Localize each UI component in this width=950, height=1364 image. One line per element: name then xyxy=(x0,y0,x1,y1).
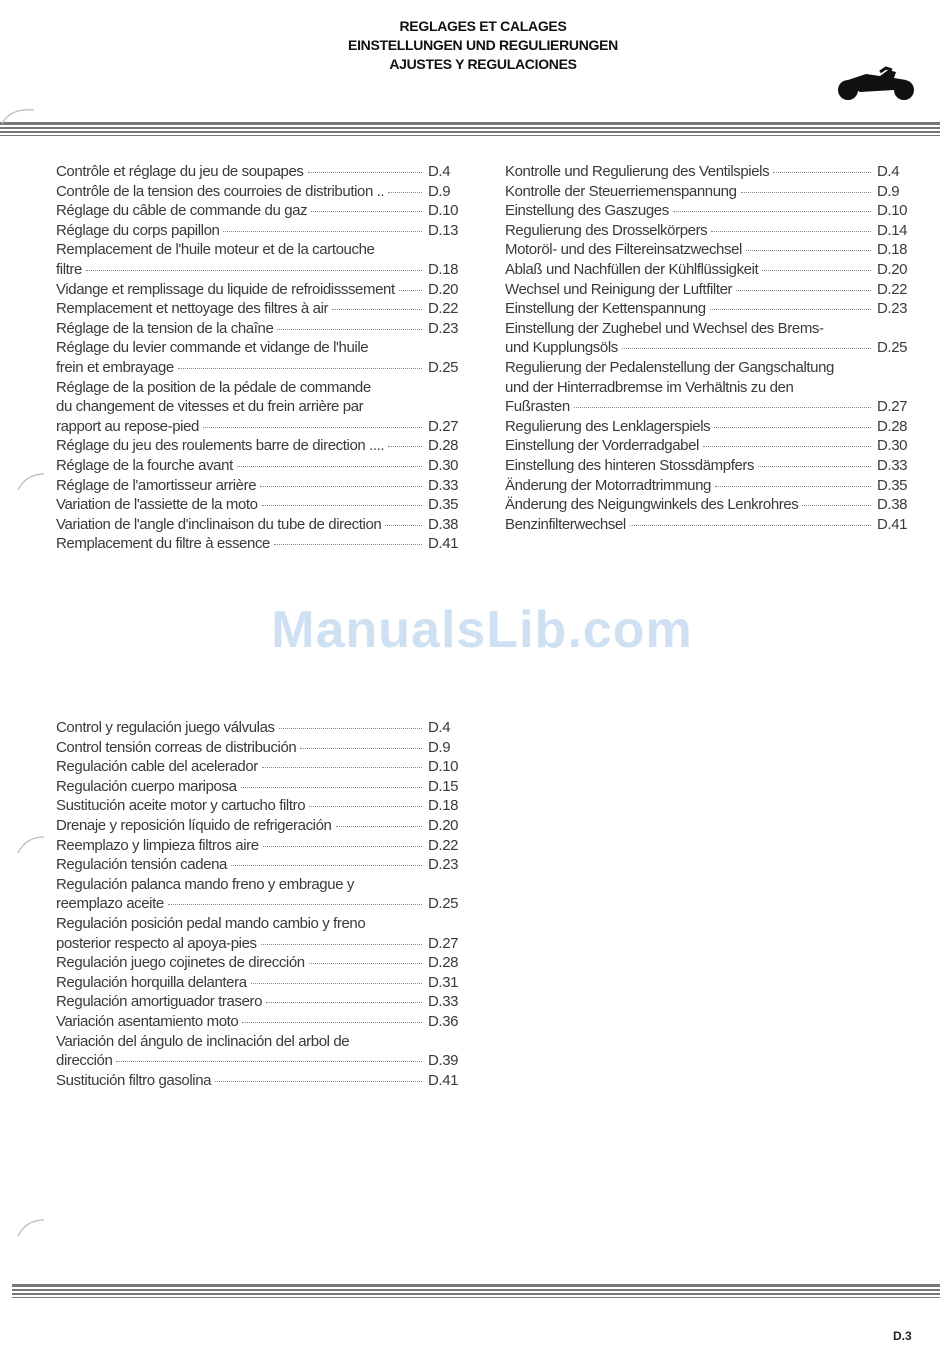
toc-entry xyxy=(56,338,466,377)
toc-entry-text: Reemplazo y limpieza filtros aire xyxy=(56,836,259,854)
toc-entry xyxy=(56,777,466,797)
toc-entry-text: Remplacement du filtre à essence xyxy=(56,535,270,553)
toc-entry-text: frein et embrayage xyxy=(56,358,174,376)
dot-leader xyxy=(168,904,422,905)
toc-entry xyxy=(56,1012,466,1032)
toc-entry-row xyxy=(56,476,466,496)
dot-leader xyxy=(260,486,422,487)
dot-leader xyxy=(336,826,423,827)
toc-page-ref: D.33 xyxy=(877,456,908,474)
toc-entry-text: und der Hinterradbremse im Verhältnis zu den xyxy=(505,378,794,396)
toc-page-ref: D.27 xyxy=(877,398,908,416)
toc-page-ref: D.9 xyxy=(877,182,900,200)
toc-entry xyxy=(505,515,915,535)
toc-entry-row xyxy=(56,162,466,182)
toc-page-ref: D.39 xyxy=(428,1052,459,1070)
toc-entry-row xyxy=(56,182,466,202)
toc-entry xyxy=(56,162,466,182)
toc-page-ref: D.38 xyxy=(877,496,908,514)
toc-entry xyxy=(56,738,466,758)
toc-page-ref: D.23 xyxy=(428,856,459,874)
dot-leader xyxy=(762,270,871,271)
dot-leader xyxy=(703,446,871,447)
toc-entry-text: Wechsel und Reinigung der Luftfilter xyxy=(505,280,733,298)
toc-entry-text: Réglage du jeu des roulements barre de direction .... xyxy=(56,437,385,455)
toc-entry-text: Réglage du levier commande et vidange de l'huile xyxy=(56,339,369,357)
toc-entry-row xyxy=(56,855,466,875)
toc-entry-row xyxy=(505,182,915,202)
toc-page-ref: D.22 xyxy=(428,300,459,318)
toc-entry-text: Regulación amortiguador trasero xyxy=(56,993,263,1011)
dot-leader xyxy=(309,806,422,807)
toc-entry-text: Einstellung der Kettenspannung xyxy=(505,300,706,318)
toc-entry xyxy=(56,476,466,496)
toc-entry-row xyxy=(56,1012,466,1032)
dot-leader xyxy=(237,466,422,467)
dot-leader xyxy=(274,544,422,545)
toc-entry-text: Kontrolle und Regulierung des Ventilspiels xyxy=(505,163,770,180)
toc-page-ref: D.28 xyxy=(428,437,459,455)
dot-leader xyxy=(773,172,871,173)
toc-entry xyxy=(56,280,466,300)
toc-entry-text: du changement de vitesses et du frein arrière par xyxy=(56,398,364,416)
toc-entry xyxy=(56,836,466,856)
toc-entry-row xyxy=(56,816,466,836)
toc-german xyxy=(505,162,915,534)
dot-leader xyxy=(388,446,422,447)
toc-page-ref: D.41 xyxy=(877,515,908,533)
dot-leader xyxy=(215,1081,422,1082)
toc-entry-text: Remplacement de l'huile moteur et de la cartouche xyxy=(56,241,375,259)
toc-entry xyxy=(56,1071,466,1091)
toc-entry-row xyxy=(505,280,915,300)
dot-leader xyxy=(758,466,871,467)
toc-page-ref: D.15 xyxy=(428,777,459,795)
toc-entry-row xyxy=(505,338,915,358)
dot-leader xyxy=(279,728,422,729)
header-title-fr: REGLAGES ET CALAGES xyxy=(399,18,567,34)
dot-leader xyxy=(746,250,871,251)
dot-leader xyxy=(736,290,871,291)
dot-leader xyxy=(231,865,422,866)
toc-entry-row xyxy=(505,260,915,280)
toc-entry-row xyxy=(56,992,466,1012)
toc-page-ref: D.28 xyxy=(428,954,459,972)
toc-entry-text: Variation de l'angle d'inclinaison du tube de direction xyxy=(56,515,382,533)
toc-entry-row xyxy=(56,515,466,535)
toc-entry-row xyxy=(56,201,466,221)
toc-page-ref: D.35 xyxy=(877,476,908,494)
header-title-de: EINSTELLUNGEN UND REGULIERUNGEN xyxy=(348,37,618,53)
toc-entry-row xyxy=(505,397,915,417)
toc-entry-text: Control tensión correas de distribución xyxy=(56,738,297,756)
toc-entry-text: Motoröl- und des Filtereinsatzwechsel xyxy=(505,241,742,259)
toc-entry xyxy=(56,201,466,221)
toc-entry-text: Regulación tensión cadena xyxy=(56,856,227,874)
dot-leader xyxy=(242,1022,422,1023)
toc-entry-row xyxy=(56,456,466,476)
toc-entry-text: Benzinfilterwechsel xyxy=(505,515,626,533)
toc-page-ref: D.20 xyxy=(877,260,908,278)
toc-page-ref: D.20 xyxy=(428,816,459,834)
toc-entry-row xyxy=(56,280,466,300)
toc-entry xyxy=(56,378,466,437)
dot-leader xyxy=(385,525,422,526)
top-rule xyxy=(0,122,940,140)
toc-entry xyxy=(56,534,466,554)
toc-entry-text: filtre xyxy=(56,260,82,278)
toc-entry xyxy=(505,417,915,437)
toc-page-ref: D.22 xyxy=(428,836,459,854)
toc-entry-text: Variation de l'assiette de la moto xyxy=(56,496,258,514)
toc-entry xyxy=(505,240,915,260)
toc-page-ref: D.10 xyxy=(428,202,459,220)
toc-page-ref: D.30 xyxy=(428,456,459,474)
toc-entry-row xyxy=(56,718,466,738)
toc-entry-row xyxy=(56,953,466,973)
toc-entry-text: Regulación horquilla delantera xyxy=(56,973,247,991)
toc-entry xyxy=(56,992,466,1012)
toc-entry xyxy=(56,953,466,973)
toc-entry xyxy=(505,182,915,202)
toc-entry xyxy=(56,1032,466,1071)
toc-page-ref: D.14 xyxy=(877,221,908,239)
page-number: D.3 xyxy=(893,1329,912,1343)
dot-leader xyxy=(710,309,871,310)
toc-entry-text: Regulación posición pedal mando cambio y freno xyxy=(56,914,366,932)
dot-leader xyxy=(309,963,422,964)
toc-entry-text: Ablaß und Nachfüllen der Kühlflüssigkeit xyxy=(505,260,759,278)
toc-entry-row xyxy=(56,260,466,280)
punch-hole-icon xyxy=(16,1218,54,1238)
toc-page-ref: D.33 xyxy=(428,993,459,1011)
toc-entry xyxy=(56,816,466,836)
dot-leader xyxy=(388,192,422,193)
toc-entry xyxy=(56,299,466,319)
dot-leader xyxy=(263,846,422,847)
toc-entry-row xyxy=(56,796,466,816)
toc-page-ref: D.25 xyxy=(428,358,459,376)
punch-hole-icon xyxy=(16,472,54,492)
toc-entry-row xyxy=(505,162,915,182)
toc-entry-row xyxy=(56,738,466,758)
toc-entry-text: Contrôle et réglage du jeu de soupapes xyxy=(56,163,304,180)
toc-entry-text: Sustitución filtro gasolina xyxy=(56,1071,212,1089)
punch-hole-icon xyxy=(16,835,54,855)
toc-entry-row xyxy=(56,221,466,241)
toc-entry-text: Einstellung des hinteren Stossdämpfers xyxy=(505,456,755,474)
toc-entry-text: Réglage du câble de commande du gaz xyxy=(56,202,308,220)
toc-entry-text: Einstellung der Vorderradgabel xyxy=(505,437,699,455)
toc-page-ref: D.35 xyxy=(428,496,459,514)
punch-hole-icon xyxy=(0,106,38,126)
toc-entry-row xyxy=(56,1051,466,1071)
toc-entry-row xyxy=(56,417,466,437)
toc-entry-row xyxy=(56,757,466,777)
toc-entry xyxy=(56,456,466,476)
toc-entry xyxy=(56,436,466,456)
toc-entry-text: dirección xyxy=(56,1052,113,1070)
toc-page-ref: D.41 xyxy=(428,535,459,553)
toc-entry xyxy=(505,319,915,358)
toc-entry-row xyxy=(505,221,915,241)
toc-entry-text: Variación del ángulo de inclinación del arbol de xyxy=(56,1032,350,1050)
toc-entry xyxy=(56,515,466,535)
toc-page-ref: D.31 xyxy=(428,973,459,991)
toc-entry xyxy=(56,221,466,241)
toc-spanish xyxy=(56,718,466,1090)
toc-page-ref: D.25 xyxy=(428,895,459,913)
toc-entry-text: Réglage de la fourche avant xyxy=(56,456,233,474)
toc-page-ref: D.18 xyxy=(428,797,459,815)
dot-leader xyxy=(241,787,422,788)
toc-page-ref: D.13 xyxy=(428,221,459,239)
dot-leader xyxy=(266,1002,422,1003)
toc-entry xyxy=(56,914,466,953)
toc-entry-row xyxy=(505,476,915,496)
dot-leader xyxy=(311,211,422,212)
toc-entry xyxy=(505,162,915,182)
toc-page-ref: D.23 xyxy=(428,319,459,337)
toc-entry-row xyxy=(56,777,466,797)
toc-entry xyxy=(56,973,466,993)
toc-entry-text: Regulierung des Lenklagerspiels xyxy=(505,417,711,435)
toc-entry-row xyxy=(56,299,466,319)
toc-entry-text: Réglage de l'amortisseur arrière xyxy=(56,476,257,494)
toc-entry xyxy=(505,495,915,515)
toc-entry-text: Variación asentamiento moto xyxy=(56,1012,239,1030)
toc-entry-row xyxy=(505,417,915,437)
toc-entry xyxy=(56,875,466,914)
toc-entry-row xyxy=(505,515,915,535)
dot-leader xyxy=(251,983,422,984)
dot-leader xyxy=(203,427,422,428)
toc-entry-row xyxy=(505,436,915,456)
dot-leader xyxy=(714,427,871,428)
toc-entry-text: posterior respecto al apoya-pies xyxy=(56,934,257,952)
toc-entry xyxy=(56,182,466,202)
dot-leader xyxy=(178,368,422,369)
toc-entry-row xyxy=(56,319,466,339)
toc-entry-row xyxy=(505,299,915,319)
toc-page-ref: D.20 xyxy=(428,280,459,298)
toc-entry xyxy=(56,757,466,777)
dot-leader xyxy=(399,290,422,291)
dot-leader xyxy=(262,505,422,506)
toc-page-ref: D.4 xyxy=(428,163,451,180)
bottom-rule xyxy=(12,1284,940,1304)
dot-leader xyxy=(711,231,871,232)
toc-entry-row xyxy=(505,456,915,476)
watermark: ManualsLib.com xyxy=(271,601,693,659)
dot-leader xyxy=(223,231,422,232)
toc-entry-row xyxy=(56,495,466,515)
toc-entry-row xyxy=(56,1071,466,1091)
toc-page-ref: D.27 xyxy=(428,934,459,952)
toc-entry-text: Contrôle de la tension des courroies de distribution .. xyxy=(56,182,385,200)
toc-entry-row xyxy=(505,240,915,260)
toc-entry-text: Regulierung der Pedalenstellung der Gangschaltung xyxy=(505,358,834,376)
toc-entry-text: Sustitución aceite motor y cartucho filtro xyxy=(56,797,306,815)
toc-entry-text: Regulación cable del acelerador xyxy=(56,758,258,776)
toc-page-ref: D.10 xyxy=(428,758,459,776)
toc-entry-text: Vidange et remplissage du liquide de refroidisssement xyxy=(56,280,395,298)
toc-page-ref: D.23 xyxy=(877,300,908,318)
toc-entry-text: Änderung des Neigungwinkels des Lenkrohres xyxy=(505,496,799,514)
toc-entry xyxy=(56,240,466,279)
toc-entry-text: und Kupplungsöls xyxy=(505,339,618,357)
toc-entry-row xyxy=(505,201,915,221)
toc-page-ref: D.33 xyxy=(428,476,459,494)
toc-entry-row xyxy=(56,358,466,378)
dot-leader xyxy=(802,505,871,506)
toc-page-ref: D.4 xyxy=(877,163,900,180)
toc-entry xyxy=(505,260,915,280)
toc-page-ref: D.41 xyxy=(428,1071,459,1089)
toc-entry xyxy=(56,855,466,875)
toc-entry xyxy=(56,319,466,339)
toc-entry xyxy=(505,221,915,241)
toc-entry-text: Drenaje y reposición líquido de refrigeración xyxy=(56,816,332,834)
dot-leader xyxy=(261,944,422,945)
toc-entry-text: reemplazo aceite xyxy=(56,895,164,913)
toc-entry-row xyxy=(56,836,466,856)
toc-entry xyxy=(505,358,915,417)
toc-page-ref: D.18 xyxy=(428,260,459,278)
dot-leader xyxy=(332,309,422,310)
dot-leader xyxy=(308,172,423,173)
dot-leader xyxy=(630,525,871,526)
dot-leader xyxy=(116,1061,422,1062)
toc-page-ref: D.38 xyxy=(428,515,459,533)
toc-entry xyxy=(56,718,466,738)
toc-page-ref: D.4 xyxy=(428,719,451,736)
page-header xyxy=(0,17,950,74)
toc-french xyxy=(56,162,466,554)
toc-entry-text: Réglage de la tension de la chaîne xyxy=(56,319,274,337)
toc-entry-row xyxy=(56,534,466,554)
toc-entry-text: Remplacement et nettoyage des filtres à air xyxy=(56,300,329,318)
toc-entry xyxy=(56,495,466,515)
toc-page-ref: D.10 xyxy=(877,202,908,220)
toc-page-ref: D.9 xyxy=(428,738,451,756)
toc-entry-text: Réglage du corps papillon xyxy=(56,221,220,239)
toc-entry-text: Regulación juego cojinetes de dirección xyxy=(56,954,305,972)
toc-entry-text: Änderung der Motorradtrimmung xyxy=(505,476,712,494)
toc-entry-row xyxy=(505,495,915,515)
toc-entry-text: Fußrasten xyxy=(505,398,570,416)
toc-entry xyxy=(505,201,915,221)
toc-entry-row xyxy=(56,436,466,456)
toc-entry-text: Einstellung des Gaszuges xyxy=(505,202,669,220)
toc-page-ref: D.27 xyxy=(428,417,459,435)
toc-entry-text: Regulación cuerpo mariposa xyxy=(56,777,237,795)
toc-page-ref: D.28 xyxy=(877,417,908,435)
toc-entry xyxy=(505,456,915,476)
toc-entry xyxy=(56,796,466,816)
toc-page-ref: D.18 xyxy=(877,241,908,259)
dot-leader xyxy=(300,748,422,749)
toc-entry xyxy=(505,280,915,300)
dot-leader xyxy=(262,767,422,768)
dot-leader xyxy=(86,270,422,271)
header-title-es: AJUSTES Y REGULACIONES xyxy=(389,56,577,72)
toc-entry xyxy=(505,436,915,456)
toc-entry-row xyxy=(56,973,466,993)
toc-page-ref: D.30 xyxy=(877,437,908,455)
toc-entry-text: rapport au repose-pied xyxy=(56,417,199,435)
dot-leader xyxy=(574,407,871,408)
toc-entry xyxy=(505,299,915,319)
dot-leader xyxy=(741,192,871,193)
motorcycle-icon xyxy=(836,64,916,104)
toc-entry-text: Control y regulación juego válvulas xyxy=(56,719,275,736)
toc-entry-text: Einstellung der Zughebel und Wechsel des Brems- xyxy=(505,319,824,337)
toc-page-ref: D.25 xyxy=(877,339,908,357)
toc-entry-row xyxy=(56,894,466,914)
dot-leader xyxy=(715,486,871,487)
toc-entry xyxy=(505,476,915,496)
dot-leader xyxy=(277,329,422,330)
toc-entry-text: Regulación palanca mando freno y embrague y xyxy=(56,875,354,893)
toc-entry-text: Regulierung des Drosselkörpers xyxy=(505,221,708,239)
toc-page-ref: D.22 xyxy=(877,280,908,298)
dot-leader xyxy=(622,348,871,349)
toc-page-ref: D.9 xyxy=(428,182,451,200)
toc-entry-text: Kontrolle der Steuerriemenspannung xyxy=(505,182,737,200)
toc-page-ref: D.36 xyxy=(428,1012,459,1030)
toc-entry-row xyxy=(56,934,466,954)
toc-entry-text: Réglage de la position de la pédale de commande xyxy=(56,378,371,396)
dot-leader xyxy=(673,211,871,212)
